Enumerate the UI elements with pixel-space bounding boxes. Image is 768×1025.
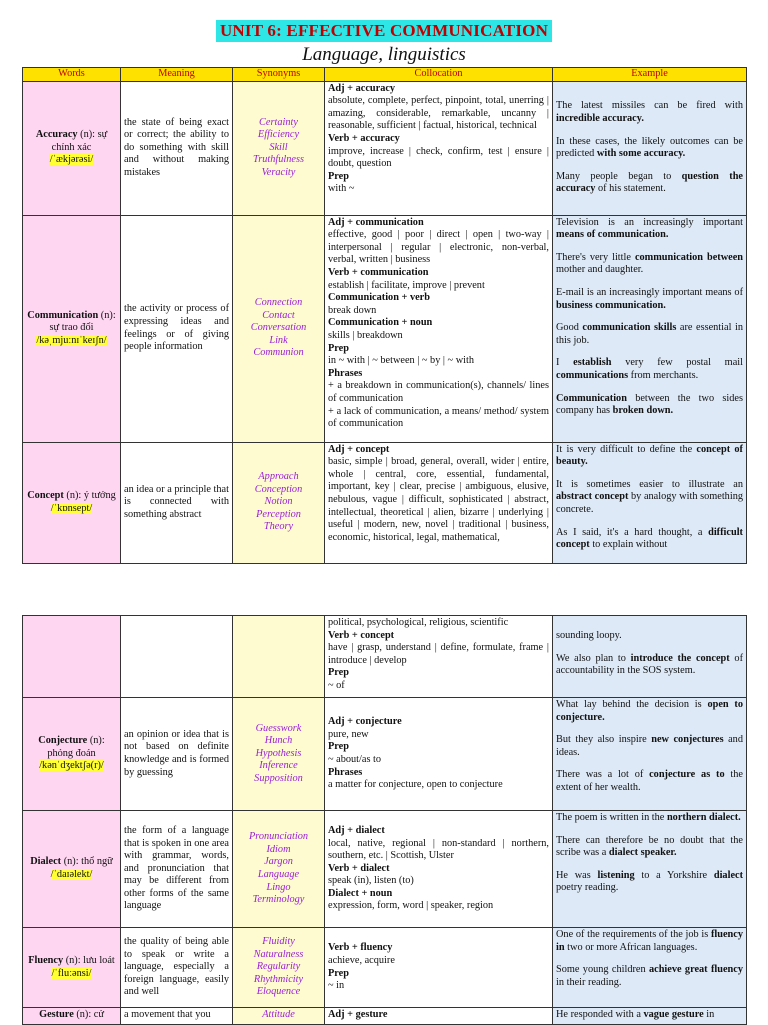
header-words: Words: [23, 68, 121, 82]
example-sentence: Television is an increasingly important means of communication.: [556, 216, 743, 241]
meaning-cell: the quality of being able to speak or write a language, especially a foreign language, easily and well: [121, 928, 233, 1008]
word-pos: (n): phỏng đoán: [47, 735, 105, 759]
headword: Accuracy: [35, 129, 78, 141]
word-pos: (n): ý tưởng: [63, 490, 116, 501]
synonym: Link: [269, 334, 288, 346]
collocation-heading: Adj + communication: [328, 216, 424, 228]
collocation-text: basic, simple | broad, general, overall, wider | entire, whole | central, core, essential, fundamental, important, key | clear, precise | ambiguous, elusive, nebulous, vague | difficult, sophisticated | abstract, intellectual, theoretical | alien, bizarre | underlying | useful | modern, new, novel | traditional | business, economic, historical, legal, mathematical,: [328, 456, 549, 543]
synonym: Conception: [254, 483, 303, 495]
collocation-cell: [325, 442, 553, 563]
example-sentence: The latest missiles can be fired with incredible accuracy.: [556, 100, 743, 124]
synonyms-cell: [233, 442, 325, 563]
collocation-text: with ~: [328, 183, 355, 195]
table-row: [23, 215, 747, 442]
synonym: Notion: [264, 496, 293, 508]
collocation-text: a matter for conjecture, open to conjecture: [328, 779, 503, 791]
synonym: Contact: [262, 309, 295, 321]
synonym: Guesswork: [255, 722, 302, 734]
vocabulary-table-page-1: [22, 67, 747, 564]
synonym: Approach: [258, 471, 299, 483]
collocation-heading: Communication + verb: [328, 292, 430, 304]
word-ipa: /ˈfluːənsi/: [51, 967, 92, 979]
meaning-cell: an opinion or idea that is not based on definite knowledge and is formed by guessing: [121, 698, 233, 811]
word-ipa: /ˈækjərəsi/: [49, 154, 94, 166]
header-synonyms: Synonyms: [233, 68, 325, 82]
synonym: Hunch: [264, 735, 293, 747]
collocation-text: ~ in: [328, 980, 345, 992]
collocation-text: local, native, regional | non-standard | northern, southern, etc. | Scottish, Ulster: [328, 837, 549, 862]
collocation-text: establish | facilitate, improve | prevent: [328, 279, 485, 291]
synonym: Veracity: [261, 166, 296, 178]
example-sentence: Good communication skills are essential in this job.: [556, 322, 743, 346]
collocation-heading: Adj + conjecture: [328, 716, 402, 728]
table-row: [23, 811, 747, 928]
synonym: Efficiency: [257, 129, 300, 141]
collocation-text: have | grasp, understand | define, formulate, frame | introduce | develop: [328, 642, 549, 666]
example-sentence: Communication between the two sides company has broken down.: [556, 392, 743, 417]
example-sentence: The poem is written in the northern dialect.: [556, 812, 741, 823]
collocation-heading: Dialect + noun: [328, 887, 393, 899]
header-collocation: Collocation: [325, 68, 553, 82]
word-pos: (n): cử: [73, 1009, 104, 1020]
table-row: [23, 81, 747, 215]
collocation-heading: Prep: [328, 342, 349, 354]
collocation-heading: Adj + concept: [328, 443, 390, 455]
collocation-text: speak (in), listen (to): [328, 875, 414, 887]
synonym: Jargon: [264, 856, 293, 868]
example-cell: [553, 1008, 747, 1025]
synonym: Terminology: [252, 894, 305, 906]
word-cell: [23, 442, 121, 563]
collocation-heading: Verb + communication: [328, 266, 429, 278]
collocation-heading: Prep: [328, 741, 349, 753]
word-cell: [23, 81, 121, 215]
synonym: Eloquence: [256, 986, 301, 998]
synonym: Pronunciation: [248, 831, 309, 843]
example-cell: [553, 811, 747, 928]
table-row: [23, 928, 747, 1008]
title-wrap: [0, 20, 768, 42]
synonym: Inference: [259, 760, 298, 772]
word-cell: [23, 215, 121, 442]
synonym: Communion: [253, 347, 304, 359]
collocation-cell: [325, 928, 553, 1008]
example-sentence: Many people began to question the accuracy of his statement.: [556, 170, 743, 195]
collocation-heading: Adj + gesture: [328, 1009, 388, 1020]
example-cell: [553, 928, 747, 1008]
headword: Gesture: [39, 1009, 74, 1020]
headword: Communication: [27, 309, 99, 321]
meaning-cell: the activity or process of expressing ideas and feelings or of giving people information: [121, 215, 233, 442]
example-sentence: He responded with a vague gesture in: [556, 1009, 715, 1020]
collocation-text: pure, new: [328, 728, 369, 740]
table-row: [23, 616, 747, 698]
collocation-heading: Verb + dialect: [328, 862, 390, 874]
collocation-heading: Verb + accuracy: [328, 132, 400, 144]
header-example: Example: [553, 68, 747, 82]
collocation-text: skills | breakdown: [328, 329, 403, 341]
synonym: Attitude: [262, 1009, 295, 1020]
collocation-cell: [325, 616, 553, 698]
word-cell: [23, 698, 121, 811]
collocation-text: + a breakdown in communication(s), channels/ lines of communication: [328, 380, 549, 404]
synonym: Certainty: [259, 116, 298, 128]
meaning-cell: the form of a language that is spoken in one area with grammar, words, and pronunciation that may be different from other forms of the same language: [121, 811, 233, 928]
collocation-heading: Verb + concept: [328, 629, 395, 641]
synonym: Language: [257, 869, 300, 880]
synonyms-cell: [233, 928, 325, 1008]
headword: Concept: [27, 490, 64, 501]
collocation-cell: [325, 698, 553, 811]
example-cell: [553, 698, 747, 811]
synonyms-cell: [233, 215, 325, 442]
headword: Dialect: [30, 856, 62, 868]
example-sentence: E-mail is an increasingly important means of business communication.: [556, 286, 743, 311]
word-pos: (n): sự trao đổi: [49, 309, 116, 334]
collocation-heading: Phrases: [328, 367, 363, 379]
example-sentence: He was listening to a Yorkshire dialect poetry reading.: [556, 869, 744, 894]
collocation-text: absolute, complete, perfect, pinpoint, total, unerring | amazing, considerable, remarkable, uncanny | reasonable, sufficient | factual, historical, technical: [328, 95, 549, 132]
example-sentence: But they also inspire new conjectures and ideas.: [556, 734, 743, 758]
collocation-heading: Prep: [328, 967, 349, 979]
header-row: [23, 68, 747, 82]
word-ipa: /kənˈdʒektʃə(r)/: [39, 760, 104, 772]
synonym: Fluidity: [262, 936, 295, 948]
synonym: Idiom: [266, 843, 291, 855]
word-cell: [23, 1008, 121, 1025]
synonym: Theory: [263, 521, 294, 533]
example-sentence: It is very difficult to define the concept of beauty.: [556, 443, 743, 468]
example-cell: [553, 442, 747, 563]
synonym: Supposition: [254, 772, 303, 784]
word-cell: [23, 616, 121, 698]
collocation-text: political, psychological, religious, scientific: [328, 617, 509, 628]
collocation-heading: Phrases: [328, 766, 363, 778]
collocation-cell: [325, 81, 553, 215]
example-sentence: There can therefore be no doubt that the scribe was a dialect speaker.: [556, 834, 743, 859]
headword: Conjecture: [38, 735, 88, 747]
example-cell: [553, 81, 747, 215]
synonym: Rhythmicity: [253, 973, 304, 985]
example-sentence: It is sometimes easier to illustrate an abstract concept by analogy with something concrete.: [556, 478, 743, 515]
collocation-cell: [325, 215, 553, 442]
example-sentence: One of the requirements of the job is fluency in two or more African languages.: [556, 929, 743, 953]
word-ipa: /kəˌmjuːnɪˈkeɪʃn/: [36, 334, 107, 346]
collocation-text: achieve, acquire: [328, 954, 395, 966]
example-sentence: We also plan to introduce the concept of accountability in the SOS system.: [556, 652, 743, 677]
meaning-cell: the state of being exact or correct; the ability to do something with skill and without making mistakes: [121, 81, 233, 215]
collocation-cell: [325, 811, 553, 928]
unit-title: UNIT 6: EFFECTIVE COMMUNICATION: [216, 20, 552, 42]
meaning-cell: an idea or a principle that is connected with something abstract: [121, 442, 233, 563]
word-cell: [23, 928, 121, 1008]
table-row: [23, 1008, 747, 1025]
example-sentence: There's very little communication between mother and daughter.: [556, 251, 743, 276]
example-sentence: What lay behind the decision is open to conjecture.: [556, 699, 743, 723]
meaning-cell: [121, 1008, 233, 1025]
unit-subtitle: Language, linguistics: [302, 44, 466, 65]
word-cell: [23, 811, 121, 928]
synonyms-cell: [233, 1008, 325, 1025]
meaning-cell: [121, 616, 233, 698]
collocation-text: effective, good | poor | direct | open | two-way | interpersonal | regular | electronic, non-verbal, verbal, written | business: [328, 229, 549, 266]
vocabulary-table-page-2: [22, 615, 747, 1025]
example-cell: [553, 616, 747, 698]
example-sentence: Some young children achieve great fluency in their reading.: [556, 964, 743, 988]
example-sentence: I establish very few postal mail communications from merchants.: [556, 357, 743, 381]
example-cell: [553, 215, 747, 442]
example-sentence: In these cases, the likely outcomes can be predicted with some accuracy.: [556, 135, 743, 160]
collocation-text: + a lack of communication, a means/ method/ system of communication: [328, 405, 549, 430]
word-ipa: /ˈdaɪəlekt/: [50, 869, 93, 880]
synonyms-cell: [233, 616, 325, 698]
collocation-text: ~ about/as to: [328, 754, 382, 765]
collocation-heading: Adj + dialect: [328, 824, 385, 836]
synonym: Hypothesis: [255, 747, 302, 759]
synonym: Lingo: [266, 881, 291, 893]
synonym: Regularity: [256, 961, 301, 973]
collocation-text: expression, form, word | speaker, region: [328, 900, 494, 912]
synonyms-cell: [233, 811, 325, 928]
table-row: [23, 442, 747, 563]
example-sentence: sounding loopy.: [556, 630, 622, 641]
synonym: Conversation: [250, 322, 307, 334]
synonym: Naturalness: [253, 948, 304, 960]
word-ipa: /ˈkɒnsept/: [50, 502, 93, 514]
collocation-text: ~ of: [328, 679, 345, 691]
collocation-heading: Communication + noun: [328, 317, 433, 329]
synonym: Skill: [269, 141, 288, 153]
synonym: Connection: [254, 297, 303, 309]
synonym: Perception: [256, 508, 301, 520]
word-pos: (n): lưu loát: [63, 954, 115, 966]
collocation-heading: Verb + fluency: [328, 942, 393, 954]
table-row: [23, 698, 747, 811]
word-pos: (n): sự chính xác: [51, 129, 108, 153]
example-sentence: There was a lot of conjecture as to the extent of her wealth.: [556, 769, 743, 793]
headword: Fluency: [28, 954, 64, 966]
collocation-cell: [325, 1008, 553, 1025]
synonyms-cell: [233, 698, 325, 811]
meaning-text: a movement that you: [124, 1009, 211, 1020]
synonym: Truthfulness: [253, 154, 304, 166]
collocation-text: in ~ with | ~ between | ~ by | ~ with: [328, 355, 475, 367]
collocation-heading: Prep: [328, 170, 349, 182]
collocation-heading: Prep: [328, 667, 349, 679]
collocation-text: break down: [328, 304, 377, 316]
synonyms-cell: [233, 81, 325, 215]
word-pos: (n): thổ ngữ: [61, 856, 113, 868]
collocation-text: improve, increase | check, confirm, test | ensure | doubt, question: [328, 145, 549, 170]
header-meaning: Meaning: [121, 68, 233, 82]
example-sentence: As I said, it's a hard thought, a difficult concept to explain without: [556, 526, 743, 551]
collocation-heading: Adj + accuracy: [328, 82, 396, 94]
